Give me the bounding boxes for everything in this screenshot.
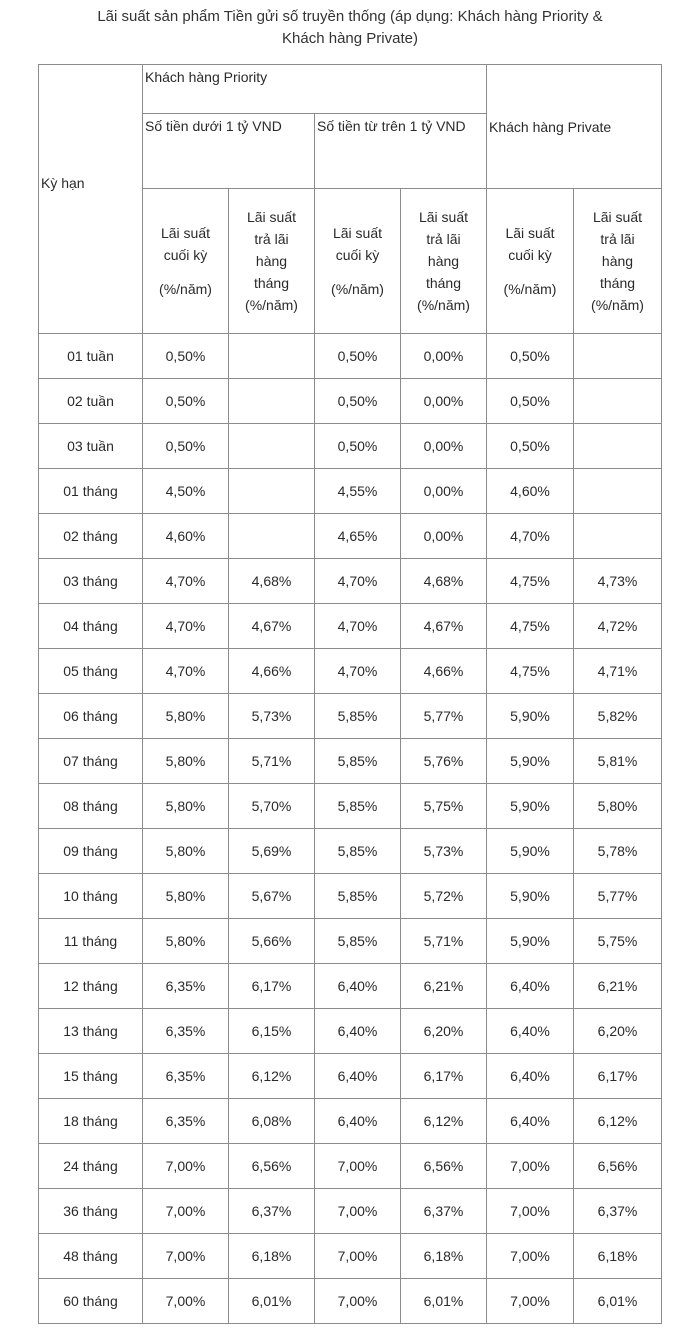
cell-private-end: 0,50% [487,424,574,469]
table-row [39,919,662,964]
cell-term: 60 tháng [39,1279,143,1324]
cell-priority-under-monthly: 4,68% [229,559,315,604]
cell-priority-under-end: 4,60% [143,514,229,559]
cell-private-monthly [574,469,662,514]
cell-private-end: 5,90% [487,694,574,739]
cell-priority-over-monthly: 4,66% [401,649,487,694]
cell-priority-over-end: 7,00% [315,1144,401,1189]
cell-priority-under-end: 4,50% [143,469,229,514]
cell-private-monthly: 4,72% [574,604,662,649]
cell-private-monthly: 6,20% [574,1009,662,1054]
cell-priority-under-end: 6,35% [143,1099,229,1144]
cell-term: 11 tháng [39,919,143,964]
cell-priority-over-end: 6,40% [315,1054,401,1099]
subheader-hang-thang: Lãi suất trả lãi hàng tháng (%/năm) [574,189,662,334]
cell-priority-over-monthly: 6,17% [401,1054,487,1099]
subheader-cuoi-ky: Lãi suất cuối kỳ (%/năm) [315,189,401,334]
cell-priority-over-monthly: 0,00% [401,514,487,559]
cell-priority-under-end: 7,00% [143,1234,229,1279]
cell-priority-under-end: 0,50% [143,424,229,469]
cell-priority-over-end: 6,40% [315,964,401,1009]
cell-priority-under-end: 5,80% [143,829,229,874]
cell-priority-over-end: 5,85% [315,739,401,784]
table-row [39,829,662,874]
cell-priority-under-monthly [229,469,315,514]
cell-private-end: 7,00% [487,1234,574,1279]
cell-term: 09 tháng [39,829,143,874]
cell-priority-over-end: 0,50% [315,379,401,424]
cell-priority-under-monthly: 4,67% [229,604,315,649]
cell-private-end: 6,40% [487,1009,574,1054]
cell-priority-under-monthly: 5,67% [229,874,315,919]
cell-term: 10 tháng [39,874,143,919]
header-private: Khách hàng Private [487,65,662,189]
cell-priority-over-monthly: 5,76% [401,739,487,784]
cell-priority-over-end: 4,70% [315,559,401,604]
cell-priority-under-monthly: 4,66% [229,649,315,694]
cell-priority-under-end: 5,80% [143,694,229,739]
cell-priority-under-end: 7,00% [143,1144,229,1189]
cell-term: 08 tháng [39,784,143,829]
cell-priority-over-end: 4,70% [315,649,401,694]
cell-private-monthly: 6,12% [574,1099,662,1144]
cell-private-end: 4,75% [487,649,574,694]
cell-priority-under-end: 4,70% [143,604,229,649]
cell-priority-under-monthly: 6,18% [229,1234,315,1279]
cell-priority-under-end: 6,35% [143,1009,229,1054]
subheader-cuoi-ky: Lãi suất cuối kỳ (%/năm) [487,189,574,334]
cell-priority-under-monthly [229,514,315,559]
cell-priority-over-end: 5,85% [315,874,401,919]
cell-priority-over-end: 0,50% [315,424,401,469]
cell-private-monthly: 5,78% [574,829,662,874]
cell-private-monthly: 4,71% [574,649,662,694]
subheader-hang-thang: Lãi suất trả lãi hàng tháng (%/năm) [401,189,487,334]
interest-rate-table [38,64,662,1324]
header-ky-han: Kỳ hạn [39,65,143,334]
cell-private-monthly: 5,75% [574,919,662,964]
title-line-2: Khách hàng Private) [282,30,418,47]
table-row [39,649,662,694]
cell-private-monthly: 5,82% [574,694,662,739]
cell-private-monthly [574,334,662,379]
cell-priority-under-monthly: 6,37% [229,1189,315,1234]
table-row [39,1099,662,1144]
table-row [39,1279,662,1324]
table-row [39,559,662,604]
cell-private-monthly: 6,56% [574,1144,662,1189]
cell-private-end: 0,50% [487,334,574,379]
subheader-cuoi-ky: Lãi suất cuối kỳ (%/năm) [143,189,229,334]
cell-priority-under-monthly: 6,12% [229,1054,315,1099]
cell-priority-over-monthly: 4,67% [401,604,487,649]
cell-term: 15 tháng [39,1054,143,1099]
cell-priority-over-monthly: 5,77% [401,694,487,739]
cell-private-monthly: 6,01% [574,1279,662,1324]
cell-term: 01 tuần [39,334,143,379]
cell-priority-under-end: 4,70% [143,649,229,694]
cell-private-end: 5,90% [487,784,574,829]
cell-priority-under-end: 6,35% [143,964,229,1009]
cell-private-end: 5,90% [487,739,574,784]
cell-term: 01 tháng [39,469,143,514]
cell-priority-under-monthly: 6,01% [229,1279,315,1324]
cell-private-end: 7,00% [487,1279,574,1324]
cell-term: 03 tháng [39,559,143,604]
cell-private-end: 4,70% [487,514,574,559]
cell-priority-over-end: 5,85% [315,784,401,829]
cell-priority-under-end: 5,80% [143,784,229,829]
cell-priority-over-monthly: 6,56% [401,1144,487,1189]
cell-term: 07 tháng [39,739,143,784]
cell-priority-over-end: 4,55% [315,469,401,514]
cell-priority-over-monthly: 6,20% [401,1009,487,1054]
page-title [30,0,670,56]
table-row [39,874,662,919]
cell-priority-over-monthly: 5,72% [401,874,487,919]
cell-private-end: 6,40% [487,964,574,1009]
cell-priority-under-monthly: 6,08% [229,1099,315,1144]
cell-priority-over-end: 7,00% [315,1234,401,1279]
cell-term: 12 tháng [39,964,143,1009]
table-row [39,1144,662,1189]
cell-priority-under-monthly: 6,15% [229,1009,315,1054]
cell-priority-under-end: 7,00% [143,1189,229,1234]
cell-priority-under-monthly: 5,66% [229,919,315,964]
cell-term: 02 tháng [39,514,143,559]
cell-private-monthly [574,424,662,469]
cell-term: 02 tuần [39,379,143,424]
cell-term: 04 tháng [39,604,143,649]
cell-private-monthly [574,514,662,559]
cell-priority-over-end: 0,50% [315,334,401,379]
cell-priority-over-end: 7,00% [315,1189,401,1234]
table-row [39,424,662,469]
cell-priority-over-monthly: 5,75% [401,784,487,829]
table-row [39,964,662,1009]
cell-priority-under-end: 5,80% [143,739,229,784]
cell-priority-under-monthly: 5,73% [229,694,315,739]
cell-private-end: 5,90% [487,829,574,874]
cell-priority-over-end: 4,70% [315,604,401,649]
cell-private-end: 0,50% [487,379,574,424]
cell-term: 36 tháng [39,1189,143,1234]
cell-private-monthly: 6,17% [574,1054,662,1099]
subheader-hang-thang: Lãi suất trả lãi hàng tháng (%/năm) [229,189,315,334]
table-row [39,1234,662,1279]
cell-priority-under-monthly: 6,17% [229,964,315,1009]
cell-priority-over-monthly: 0,00% [401,424,487,469]
cell-priority-over-monthly: 6,12% [401,1099,487,1144]
cell-priority-over-end: 6,40% [315,1099,401,1144]
cell-priority-under-end: 4,70% [143,559,229,604]
table-row [39,604,662,649]
header-priority: Khách hàng Priority [143,65,487,114]
cell-priority-over-monthly: 6,21% [401,964,487,1009]
cell-private-monthly: 5,81% [574,739,662,784]
cell-private-monthly: 6,18% [574,1234,662,1279]
cell-private-monthly: 5,80% [574,784,662,829]
table-row [39,469,662,514]
title-line-1: Lãi suất sản phẩm Tiền gửi số truyền thống (áp dụng: Khách hàng Priority & [97,8,603,25]
cell-term: 24 tháng [39,1144,143,1189]
cell-private-end: 5,90% [487,919,574,964]
cell-term: 13 tháng [39,1009,143,1054]
table-row [39,694,662,739]
cell-priority-over-monthly: 5,71% [401,919,487,964]
cell-priority-under-monthly [229,379,315,424]
cell-private-end: 4,75% [487,604,574,649]
cell-private-end: 6,40% [487,1054,574,1099]
cell-private-end: 6,40% [487,1099,574,1144]
header-under-1ty: Số tiền dưới 1 tỷ VND [143,114,315,189]
cell-private-monthly: 4,73% [574,559,662,604]
cell-priority-over-monthly: 5,73% [401,829,487,874]
table-row [39,784,662,829]
cell-priority-over-monthly: 4,68% [401,559,487,604]
cell-term: 48 tháng [39,1234,143,1279]
cell-term: 06 tháng [39,694,143,739]
cell-term: 05 tháng [39,649,143,694]
table-row [39,1189,662,1234]
cell-term: 03 tuần [39,424,143,469]
cell-priority-under-monthly [229,334,315,379]
cell-priority-over-end: 5,85% [315,919,401,964]
cell-priority-over-monthly: 6,01% [401,1279,487,1324]
cell-private-end: 7,00% [487,1189,574,1234]
table-row [39,739,662,784]
cell-private-end: 7,00% [487,1144,574,1189]
cell-priority-under-end: 5,80% [143,919,229,964]
table-row [39,1009,662,1054]
cell-private-end: 4,75% [487,559,574,604]
cell-priority-over-monthly: 0,00% [401,334,487,379]
table-row [39,1054,662,1099]
cell-priority-under-end: 6,35% [143,1054,229,1099]
cell-priority-under-end: 0,50% [143,379,229,424]
cell-private-monthly: 5,77% [574,874,662,919]
cell-priority-over-end: 5,85% [315,829,401,874]
table-row [39,514,662,559]
cell-private-end: 5,90% [487,874,574,919]
cell-priority-under-end: 5,80% [143,874,229,919]
table-row [39,334,662,379]
cell-priority-over-monthly: 0,00% [401,469,487,514]
cell-private-monthly: 6,21% [574,964,662,1009]
cell-priority-under-end: 7,00% [143,1279,229,1324]
cell-priority-over-monthly: 0,00% [401,379,487,424]
cell-priority-over-end: 7,00% [315,1279,401,1324]
cell-priority-over-monthly: 6,18% [401,1234,487,1279]
cell-term: 18 tháng [39,1099,143,1144]
cell-priority-under-monthly: 6,56% [229,1144,315,1189]
cell-priority-under-end: 0,50% [143,334,229,379]
cell-priority-under-monthly: 5,71% [229,739,315,784]
cell-priority-under-monthly [229,424,315,469]
cell-private-monthly [574,379,662,424]
cell-priority-under-monthly: 5,70% [229,784,315,829]
cell-private-end: 4,60% [487,469,574,514]
cell-priority-over-end: 5,85% [315,694,401,739]
cell-private-monthly: 6,37% [574,1189,662,1234]
cell-priority-over-end: 6,40% [315,1009,401,1054]
cell-priority-over-monthly: 6,37% [401,1189,487,1234]
cell-priority-over-end: 4,65% [315,514,401,559]
header-over-1ty: Số tiền từ trên 1 tỷ VND [315,114,487,189]
table-row [39,379,662,424]
cell-priority-under-monthly: 5,69% [229,829,315,874]
